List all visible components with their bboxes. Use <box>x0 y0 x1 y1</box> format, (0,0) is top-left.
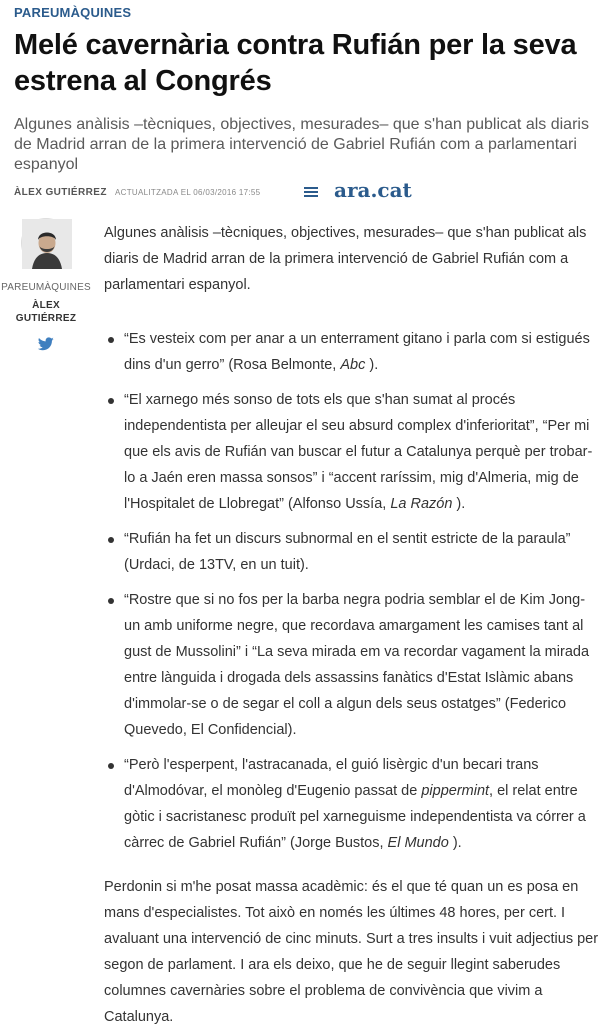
quote-item <box>104 587 600 743</box>
quote-text: “Rufián ha fet un discurs subnormal en el sentit estricte de la paraula” (Urdaci, de 13TV, en un tuit). <box>124 531 571 573</box>
byline-author[interactable]: ÀLEX GUTIÉRREZ <box>14 187 107 198</box>
quote-source: El Mundo <box>387 835 449 851</box>
quote-source: Abc <box>340 357 366 373</box>
quote-source: La Razón <box>390 496 453 512</box>
quote-end: ). <box>365 357 379 373</box>
article-closing: Perdonin si m'he posat massa acadèmic: és el que té quan un es posa en mans d'especialistes. Tot això en només les últimes 48 hores, per cert. I avaluant una intervenció de cinc minuts. Surt a tres insults i vuit adjectius per segon de parlament. I ara els deixo, que he de seguir llegint saberudes columnes cavernàries sobre el problema de convivència que vivim a Catalunya. <box>104 879 599 1025</box>
article-body <box>104 220 600 1030</box>
article-intro: Algunes anàlisis –tècniques, objectives, mesurades– que s'han publicat als diaris de Madrid arran de la primera intervenció de Gabriel Rufián com a parlamentari espanyol. <box>104 225 587 293</box>
quote-item <box>104 387 600 517</box>
quote-item <box>104 326 600 378</box>
quote-text: “Es vesteix com per anar a un enterrament gitano i parla com si estigués dins d'un gerro” (Rosa Belmonte, <box>124 331 590 373</box>
sidebar-author-name[interactable] <box>0 299 92 325</box>
quote-item <box>104 526 600 578</box>
quote-text: “Però l'esperpent, l'astracanada, el guió lisèrgic d'un becari trans d'Almodóvar, el monòleg d'Eugenio passat de <box>124 757 539 799</box>
quote-end: ). <box>448 835 462 851</box>
subtitle: Algunes anàlisis –tècniques, objectives, mesurades– que s'han publicat als diaris de Madrid arran de la primera intervenció de Gabriel Rufián com a parlamentari espanyol <box>14 116 589 173</box>
section-link[interactable]: PAREUMÀQUINES <box>14 5 132 20</box>
quote-text: “Rostre que si no fos per la barba negra podria semblar el de Kim Jong-un amb uniforme negre, que recordava amargament les camises tant al gust de Mussolini” i “La seva mirada em va recordar vagament la mirada entre lànguida i drogada dels assassins fanàtics d'Estat Islàmic abans d'immolar-se o de segar el coll a algun dels seus ostatges” (Federico Quevedo, El Confidencial). <box>124 592 590 738</box>
headline: Melé cavernària contra Rufián per la seva estrena al Congrés <box>14 29 577 97</box>
author-sidebar <box>0 218 92 351</box>
sidebar-section-label[interactable]: PAREUMÀQUINES <box>1 282 91 293</box>
quote-source: pippermint <box>421 783 490 799</box>
byline-updated-date: ACTUALITZADA EL 06/03/2016 17:55 <box>115 188 261 197</box>
quote-list <box>104 326 600 856</box>
twitter-icon[interactable] <box>38 337 54 351</box>
hamburger-menu-icon[interactable] <box>304 185 318 199</box>
byline <box>14 178 604 204</box>
quote-text-continued: , el relat entre gòtic i sacristanesc produït pel xarneguisme independentista va córrer a càrrec de Gabriel Rufián” (Jorge Bustos, <box>124 783 586 851</box>
sidebar-author-last: GUTIÉRREZ <box>15 313 77 324</box>
quote-end: ). <box>452 496 466 512</box>
quote-item <box>104 752 600 856</box>
brand-logo[interactable]: ara.cat <box>334 178 412 202</box>
author-avatar[interactable] <box>21 218 71 268</box>
sidebar-author-first: ÀLEX <box>32 300 60 311</box>
quote-text: “El xarnego més sonso de tots els que s'han sumat al procés independentista per alleujar el seu absurd complex d'inferioritat”, “Per mi que els avis de Rufián van buscar el futur a Catalunya perquè per trobar-lo a Jaén eren massa sonsos” i “accent raríssim, mig d'Almeria, mig de l'Hospitalet de Llobregat” (Alfonso Ussía, <box>124 392 593 512</box>
